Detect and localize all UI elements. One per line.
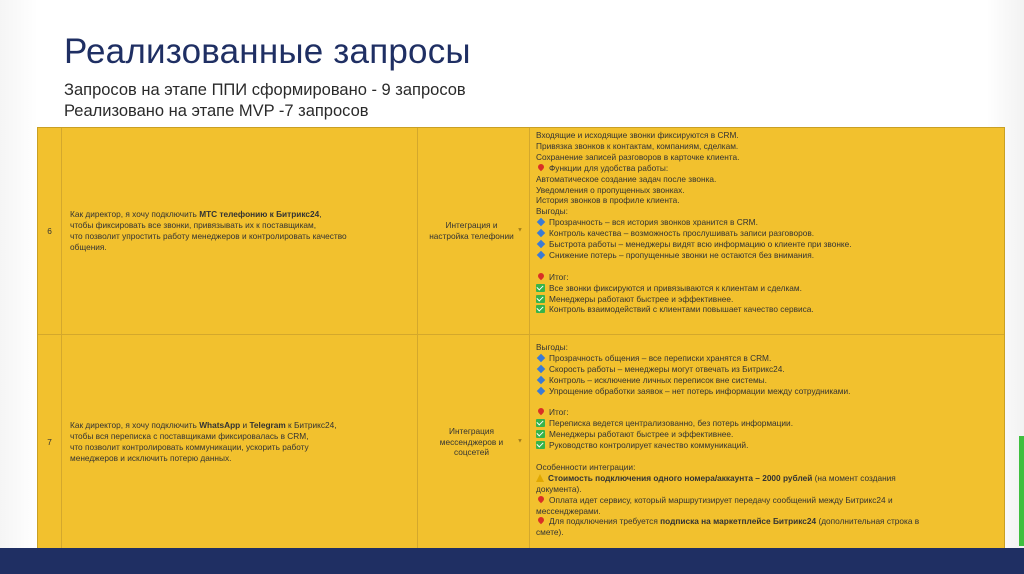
table-row (38, 128, 1004, 335)
table-row (38, 335, 1004, 550)
line-text (70, 420, 337, 431)
line-text (70, 220, 316, 231)
plain-text: Входящие и исходящие звонки фиксируются в CRM. (536, 130, 739, 140)
plain-text: Привязка звонков к контактам, компаниям, сделкам. (536, 140, 739, 151)
plain-text: документа). (536, 483, 582, 494)
line-text (536, 484, 582, 495)
line-text (549, 239, 852, 250)
text-line (536, 527, 998, 538)
line-text (70, 431, 309, 442)
plain-text: менеджеров и исключить потерю данных. (70, 452, 232, 463)
plain-text: Уведомления о пропущенных звонках. (536, 184, 685, 195)
line-text (548, 473, 896, 484)
line-text (536, 152, 739, 163)
pin-icon (537, 494, 545, 502)
text-line (70, 442, 409, 453)
text-line (536, 397, 998, 408)
line-text (70, 242, 107, 253)
plain-text: (дополнительная строка в (816, 516, 920, 527)
text-line (536, 185, 998, 196)
line-text (536, 342, 568, 353)
line-text (70, 209, 322, 220)
plain-text: Упрощение обработки заявок – нет потерь информации между сотрудниками. (549, 385, 851, 396)
plain-text: Особенности интеграции: (536, 461, 636, 472)
plain-text: Для подключения требуется (549, 516, 661, 527)
text-line (536, 462, 998, 473)
plain-text: мессенджерами. (536, 505, 601, 516)
line-text (549, 407, 569, 418)
category-cell[interactable] (418, 128, 530, 334)
line-text (549, 516, 919, 527)
line-text (549, 283, 802, 294)
line-text (536, 195, 680, 206)
text-line (536, 495, 998, 506)
text-line (70, 453, 409, 464)
green-check-icon (536, 284, 545, 292)
category-label: Интеграция и настройка телефонии (429, 220, 514, 241)
plain-text: , (319, 209, 322, 220)
text-line (536, 294, 998, 305)
plain-text: (на момент создания (812, 472, 896, 483)
text-line (536, 440, 998, 451)
line-text (70, 453, 231, 464)
text-line (536, 506, 998, 517)
text-line (536, 217, 998, 228)
bold-text: WhatsApp (199, 420, 241, 431)
line-text (536, 506, 601, 517)
plain-text: к Битрикс24, (285, 420, 337, 431)
line-text (536, 130, 739, 141)
line-text (549, 294, 733, 305)
text-line (536, 364, 998, 375)
line-text (549, 353, 771, 364)
plain-text: Контроль взаимодействий с клиентами повышает качество сервиса. (549, 304, 814, 315)
plain-text: Как директор, я хочу подключить (70, 209, 200, 220)
line-text (536, 527, 564, 538)
slide-subtitle (64, 80, 466, 122)
left-edge-shadow (0, 0, 38, 574)
dropdown-arrow-icon[interactable]: ▼ (517, 227, 523, 234)
line-text (536, 462, 635, 473)
line-text (549, 375, 767, 386)
line-text (536, 185, 685, 196)
plain-text: Прозрачность общения – все переписки хранятся в CRM. (549, 352, 772, 363)
line-text (549, 418, 793, 429)
plain-text: и (240, 420, 250, 431)
subtitle-line-2: Реализовано на этапе MVP -7 запросов (64, 102, 369, 120)
result-text (530, 128, 1004, 334)
text-line (536, 250, 998, 261)
plain-text: Снижение потерь – пропущенные звонки не остаются без внимания. (549, 249, 814, 260)
line-text (549, 217, 758, 228)
blue-diamond-icon (537, 218, 545, 226)
plain-text: Менеджеры работают быстрее и эффективнее. (549, 429, 734, 440)
blue-diamond-icon (537, 386, 545, 394)
line-text (549, 272, 569, 283)
text-line (536, 195, 998, 206)
text-line (536, 342, 998, 353)
requests-table (37, 127, 1005, 550)
category-label: Интеграция мессенджеров и соцсетей (439, 425, 504, 458)
bold-text: МТС телефонию к Битрикс24 (199, 209, 320, 220)
line-text (549, 364, 785, 375)
pin-icon (537, 162, 545, 170)
text-line (536, 152, 998, 163)
plain-text: Функции для удобства работы: (549, 162, 669, 173)
green-check-icon (536, 295, 545, 303)
green-check-icon (536, 305, 545, 313)
blue-diamond-icon (537, 375, 545, 383)
text-line (536, 375, 998, 386)
pin-icon (537, 407, 545, 415)
plain-text: Выгоды: (536, 206, 568, 217)
plain-text: смете). (536, 527, 564, 538)
plain-text: Сохранение записей разговоров в карточке клиента. (536, 151, 740, 162)
line-text (549, 429, 733, 440)
plain-text: Контроль качества – возможность прослушивать записи разговоров. (549, 228, 815, 239)
plain-text: Автоматическое создание задач после звонка. (536, 173, 717, 184)
text-line (536, 141, 998, 152)
plain-text: что позволит упростить работу менеджеров и контролировать качество (70, 231, 347, 241)
line-text (549, 163, 668, 174)
text-line (536, 304, 998, 315)
plain-text: Итог: (549, 271, 569, 282)
text-line (70, 209, 409, 220)
line-text (549, 304, 814, 315)
blue-diamond-icon (537, 365, 545, 373)
pin-icon (537, 516, 545, 524)
green-check-icon (536, 430, 545, 438)
plain-text: Быстрота работы – менеджеры видят всю информацию о клиенте при звонке. (549, 239, 852, 250)
plain-text: Менеджеры работают быстрее и эффективнее. (549, 293, 734, 304)
text-line (536, 174, 998, 185)
blue-diamond-icon (537, 354, 545, 362)
line-text (536, 174, 716, 185)
line-text (70, 231, 347, 242)
line-text (549, 440, 748, 451)
text-line (536, 407, 998, 418)
text-line (536, 272, 998, 283)
text-line (536, 484, 998, 495)
plain-text: Выгоды: (536, 342, 568, 352)
plain-text: Скорость работы – менеджеры могут отвечать из Битрикс24. (549, 363, 785, 374)
row-number: 7 (38, 335, 62, 549)
text-line (536, 516, 998, 527)
bold-text: Стоимость подключения одного номера/аккаунта – 2000 рублей (548, 472, 813, 483)
warning-icon (536, 474, 544, 482)
text-line (536, 206, 998, 217)
blue-diamond-icon (537, 240, 545, 248)
plain-text: Руководство контролирует качество коммуникаций. (549, 440, 749, 451)
text-line (536, 228, 998, 239)
line-text (549, 386, 850, 397)
blue-diamond-icon (537, 229, 545, 237)
blue-diamond-icon (537, 251, 545, 259)
row-number: 6 (38, 128, 62, 334)
line-text (536, 206, 568, 217)
plain-text: Как директор, я хочу подключить (70, 420, 200, 431)
text-line (536, 130, 998, 141)
bold-text: подписка на маркетплейсе Битрикс24 (660, 516, 817, 527)
plain-text: Оплата идет сервису, который маршрутизирует передачу сообщений между Битрикс24 и (549, 494, 893, 505)
dropdown-arrow-icon[interactable]: ▼ (517, 438, 523, 445)
text-line (536, 163, 998, 174)
text-line (70, 431, 409, 442)
plain-text: общения. (70, 241, 107, 252)
text-line (536, 429, 998, 440)
request-text (62, 335, 418, 549)
text-line (70, 242, 409, 253)
subtitle-line-1: Запросов на этапе ППИ сформировано - 9 запросов (64, 81, 466, 99)
plain-text: История звонков в профиле клиента. (536, 195, 680, 206)
text-line (536, 473, 998, 484)
text-line (536, 261, 998, 272)
text-line (536, 386, 998, 397)
line-text (549, 495, 893, 506)
green-accent-bar (1019, 436, 1024, 546)
text-line (70, 220, 409, 231)
plain-text: Контроль – исключение личных переписок вне системы. (549, 374, 767, 385)
slide-title: Реализованные запросы (64, 32, 471, 71)
plain-text: Прозрачность – вся история звонков хранится в CRM. (549, 217, 758, 228)
line-text (70, 442, 309, 453)
text-line (70, 420, 409, 431)
text-line (536, 418, 998, 429)
text-line (536, 353, 998, 364)
plain-text: Переписка ведется централизованно, без потерь информации. (549, 418, 794, 429)
plain-text: Все звонки фиксируются и привязываются к клиентам и сделкам. (549, 282, 802, 293)
plain-text: Итог: (549, 407, 569, 418)
bold-text: Telegram (249, 420, 286, 431)
line-text (536, 141, 738, 152)
pin-icon (537, 272, 545, 280)
category-cell[interactable] (418, 335, 530, 549)
plain-text: чтобы фиксировать все звонки, привязывать их к поставщикам, (70, 220, 317, 231)
line-text (549, 250, 814, 261)
text-line (70, 231, 409, 242)
request-text (62, 128, 418, 334)
green-check-icon (536, 441, 545, 449)
text-line (536, 239, 998, 250)
green-check-icon (536, 419, 545, 427)
text-line (536, 283, 998, 294)
plain-text: чтобы вся переписка с поставщиками фиксировалась в CRM, (70, 431, 309, 442)
plain-text: что позволит контролировать коммуникации, ускорить работу (70, 442, 309, 452)
text-line (536, 451, 998, 462)
bottom-bar (0, 548, 1024, 574)
result-text (530, 335, 1004, 549)
line-text (549, 228, 814, 239)
